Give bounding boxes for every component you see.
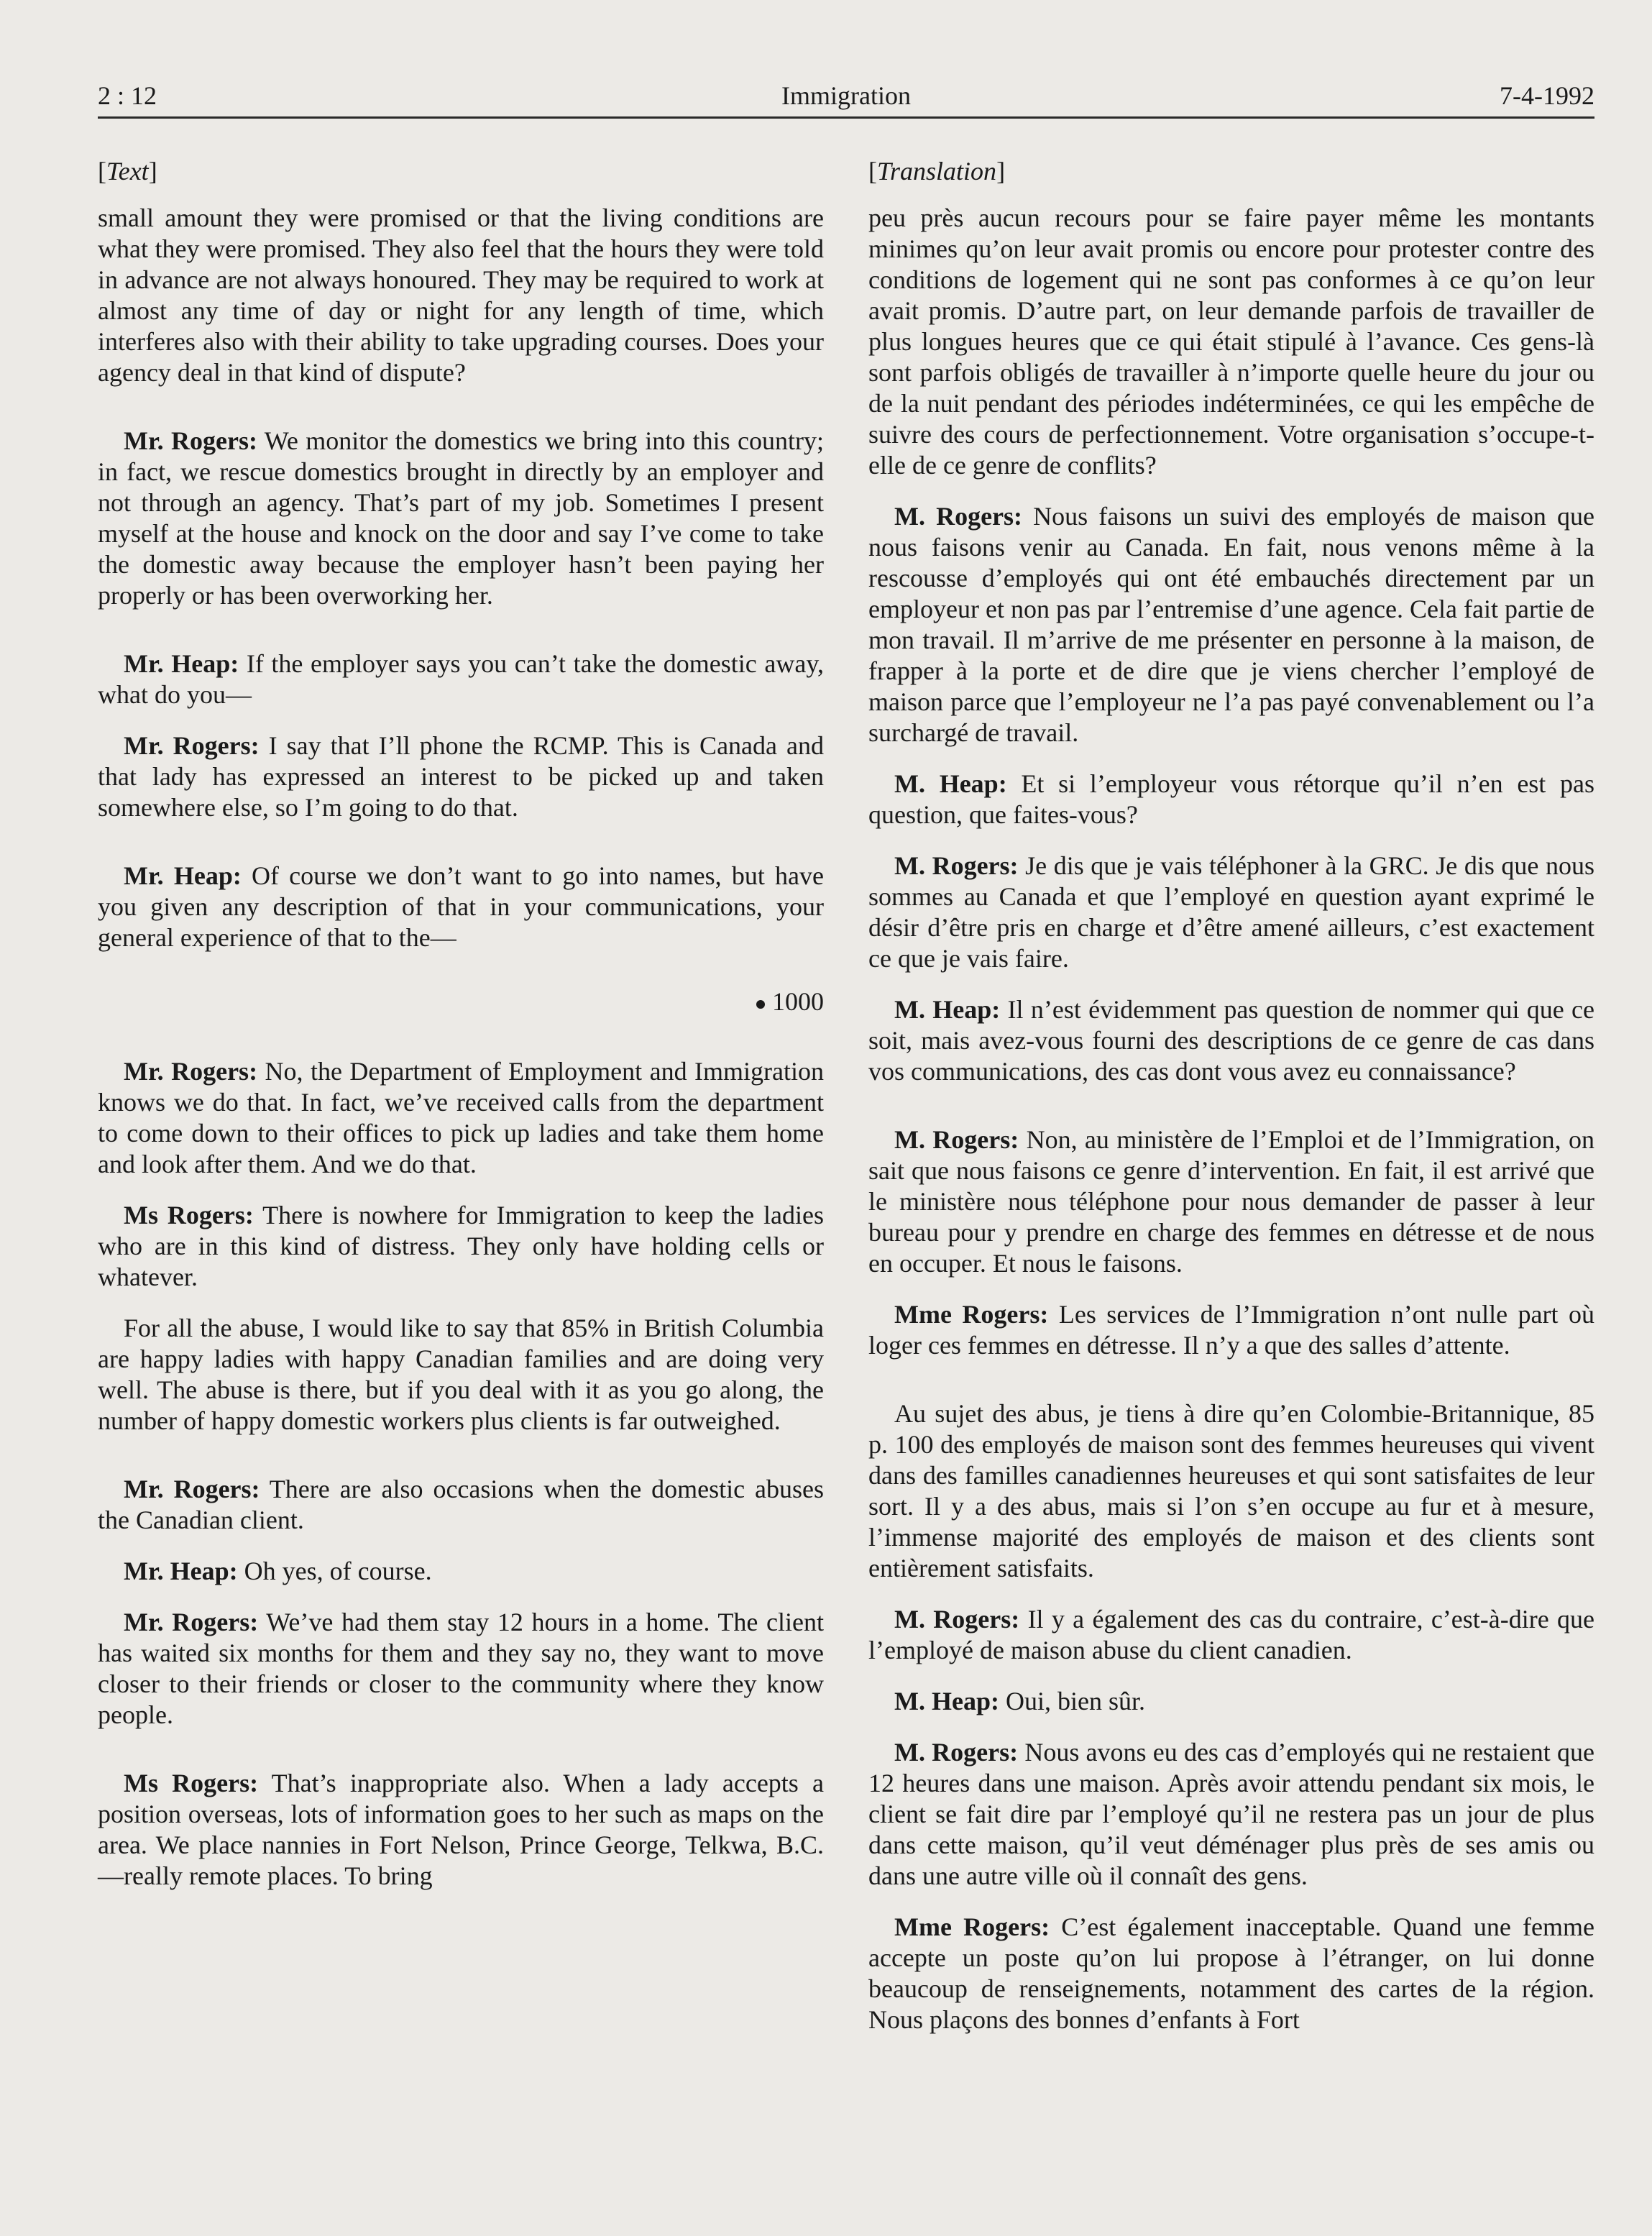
paragraph-text: That’s inappropriate also. When a lady accepts a position overseas, lots of information goes to her such as maps on the area. We place nannies in Fort Nelson, Prince George, Telkwa, B.C.—really remote places. To bring	[98, 1769, 824, 1890]
paragraph-text: We monitor the domestics we bring into this country; in fact, we rescue domestics brought in directly by an employer and not through an agency. That’s part of my job. Sometimes I present myself at the house and knock on the door and say I’ve come to take the domestic away because the employer hasn’t been paying her properly or has been overworking her.	[98, 426, 824, 610]
header-date: 7-4-1992	[1500, 81, 1594, 110]
paragraph	[868, 1604, 1594, 1666]
paragraph-text: No, the Department of Employment and Immigration knows we do that. In fact, we’ve received calls from the department to come down to their offices to pick up ladies and take them home and look after them. And we do that.	[98, 1057, 824, 1178]
paragraph	[868, 1686, 1594, 1717]
paragraph-text: C’est également inacceptable. Quand une femme accepte un poste qu’on lui propose à l’étranger, on lui donne beaucoup de renseignements, notamment des cartes de la région. Nous plaçons des bonnes d’enfants à Fort	[868, 1912, 1594, 2034]
speaker-name: M. Rogers:	[894, 1605, 1020, 1634]
speaker-name: Mr. Rogers:	[124, 731, 260, 760]
speaker-name: M. Heap:	[894, 769, 1007, 798]
bullet-icon	[756, 1000, 765, 1009]
speaker-name: Mme Rogers:	[894, 1300, 1049, 1329]
speaker-name: Mr. Rogers:	[124, 426, 258, 455]
paragraph-text: Of course we don’t want to go into names, but have you given any description of that in your communications, your general experience of that to the—	[98, 861, 824, 952]
paragraph	[868, 1124, 1594, 1279]
paragraph	[868, 1299, 1594, 1361]
speaker-name: Mr. Heap:	[124, 649, 239, 678]
paragraph-text: Je dis que je vais téléphoner à la GRC. Je dis que nous sommes au Canada et que l’employé en question ayant exprimé le désir d’être pris en charge et d’être amené ailleurs, c’est exactement ce que je vais faire.	[868, 851, 1594, 973]
paragraph-text: Au sujet des abus, je tiens à dire qu’en Colombie-Britannique, 85 p. 100 des employés de maison sont des femmes heureuses qui vivent dans des familles canadiennes heureuses et qui sont satisfaites de leur sort. Il y a des abus, mais si l’on s’en occupe au fur et à mesure, l’immense majorité des employés de maison et des clients sont entièrement satisfaits.	[868, 1399, 1594, 1582]
paragraph	[868, 1912, 1594, 2035]
paragraph	[868, 769, 1594, 830]
paragraph-intro: peu près aucun recours pour se faire payer même les montants minimes qu’on leur avait promis ou encore pour protester contre des conditions de logement qui ne sont pas conformes à ce qu’on leur avait promis. D’autre part, on leur demande parfois de travailler de plus longues heures que ce qui était stipulé à l’avance. Ces gens-là sont parfois obligés de travailler à n’importe quelle heure du jour ou de la nuit pendant des périodes indéterminées, ce qui les empêche de suivre des cours de perfectionnement. Votre organisation s’occupe-t-elle de ce genre de conflits?	[868, 203, 1594, 480]
paragraph-text: Non, au ministère de l’Emploi et de l’Immigration, on sait que nous faisons ce genre d’intervention. En fait, il est arrivé que le ministère nous téléphone pour nous demander de passer à leur bureau pour y prendre en charge des femmes en détresse et de nous en occuper. Et nous le faisons.	[868, 1125, 1594, 1278]
time-marker: 1000	[98, 986, 824, 1017]
speaker-name: M. Heap:	[894, 1687, 999, 1715]
paragraph	[98, 1607, 824, 1731]
paragraph	[98, 730, 824, 823]
paragraph-text: I say that I’ll phone the RCMP. This is Canada and that lady has expressed an interest to be picked up and taken somewhere else, so I’m going to do that.	[98, 731, 824, 822]
paragraph	[868, 851, 1594, 974]
english-column	[98, 156, 824, 2056]
paragraph-text: Il n’est évidemment pas question de nommer qui que ce soit, mais avez-vous fourni des descriptions de ce genre de cas dans vos communications, des cas dont vous avez eu connaissance?	[868, 995, 1594, 1086]
paragraph-text: Oui, bien sûr.	[999, 1687, 1145, 1715]
speaker-name: M. Rogers:	[894, 502, 1023, 531]
paragraph	[98, 861, 824, 953]
speaker-name: Mr. Rogers:	[124, 1608, 259, 1636]
paragraph	[868, 1737, 1594, 1892]
paragraph	[98, 1056, 824, 1180]
paragraph	[98, 1768, 824, 1892]
speaker-name: Mr. Rogers:	[124, 1475, 260, 1503]
paragraph	[98, 1200, 824, 1293]
paragraph-text: Nous avons eu des cas d’employés qui ne restaient que 12 heures dans une maison. Après avoir attendu pendant six mois, le client se fait dire par l’employé qu’il ne restera pas un jour de plus dans cette maison, qu’il veut déménager plus près de ses amis ou dans une autre ville où il connaît des gens.	[868, 1738, 1594, 1890]
paragraph	[868, 1398, 1594, 1584]
paragraph-text: Nous faisons un suivi des employés de maison que nous faisons venir au Canada. En fait, nous venons même à la rescousse d’employés qui ont été embauchés directement par un employeur et non pas par l’entremise d’une agence. Cela fait partie de mon travail. Il m’arrive de me présenter en personne à la maison, de frapper à la porte et de dire que je viens chercher l’employé de maison parce que l’employeur ne l’a pas payé convenablement ou l’a surchargé de travail.	[868, 502, 1594, 747]
paragraph	[868, 501, 1594, 748]
paragraph	[98, 649, 824, 710]
paragraph-intro: small amount they were promised or that the living conditions are what they were promised. They also feel that the hours they were told in advance are not always honoured. They may be required to work at almost any time of day or night for any length of time, which interferes also with their ability to take upgrading courses. Does your agency deal in that kind of dispute?	[98, 203, 824, 387]
paragraph-text: There are also occasions when the domestic abuses the Canadian client.	[98, 1475, 824, 1534]
paragraph-text: Oh yes, of course.	[237, 1557, 432, 1585]
paragraph	[98, 426, 824, 611]
running-title: Immigration	[781, 81, 911, 110]
speaker-name: Mr. Heap:	[124, 861, 242, 890]
column-label-translation: [Translation]	[868, 157, 1006, 185]
paragraph-text: Les services de l’Immigration n’ont nulle part où loger ces femmes en détresse. Il n’y a que des salles d’attente.	[868, 1300, 1594, 1360]
paragraph-text: Il y a également des cas du contraire, c’est-à-dire que l’employé de maison abuse du client canadien.	[868, 1605, 1594, 1664]
speaker-name: Mr. Heap:	[124, 1557, 238, 1585]
speaker-name: M. Rogers:	[894, 1125, 1019, 1154]
speaker-name: Mr. Rogers:	[124, 1057, 258, 1086]
speaker-name: Ms Rogers:	[124, 1201, 254, 1229]
paragraph-text: For all the abuse, I would like to say that 85% in British Columbia are happy ladies with happy Canadian families and are doing very well. The abuse is there, but if you deal with it as you go along, the number of happy domestic workers plus clients is far outweighed.	[98, 1314, 824, 1435]
paragraph-text: There is nowhere for Immigration to keep the ladies who are in this kind of distress. They only have holding cells or whatever.	[98, 1201, 824, 1291]
french-column	[868, 156, 1594, 2056]
speaker-name: M. Heap:	[894, 995, 1001, 1024]
paragraph-text: Et si l’employeur vous rétorque qu’il n’en est pas question, que faites-vous?	[868, 769, 1595, 829]
paragraph-text: We’ve had them stay 12 hours in a home. The client has waited six months for them and they say no, they want to move closer to their friends or closer to the community where they know people.	[98, 1608, 824, 1729]
column-label-text: [Text]	[98, 157, 157, 185]
paragraph	[98, 1313, 824, 1437]
speaker-name: M. Rogers:	[894, 1738, 1019, 1767]
speaker-name: M. Rogers:	[894, 851, 1019, 880]
paragraph-text: If the employer says you can’t take the domestic away, what do you—	[98, 649, 824, 709]
two-column-body	[98, 156, 1594, 2056]
page-number: 2 : 12	[98, 81, 157, 110]
speaker-name: Mme Rogers:	[894, 1912, 1050, 1941]
speaker-name: Ms Rogers:	[124, 1769, 259, 1797]
paragraph	[98, 1556, 824, 1587]
paragraph	[98, 1474, 824, 1536]
page-header	[98, 81, 1594, 119]
paragraph	[868, 994, 1594, 1087]
